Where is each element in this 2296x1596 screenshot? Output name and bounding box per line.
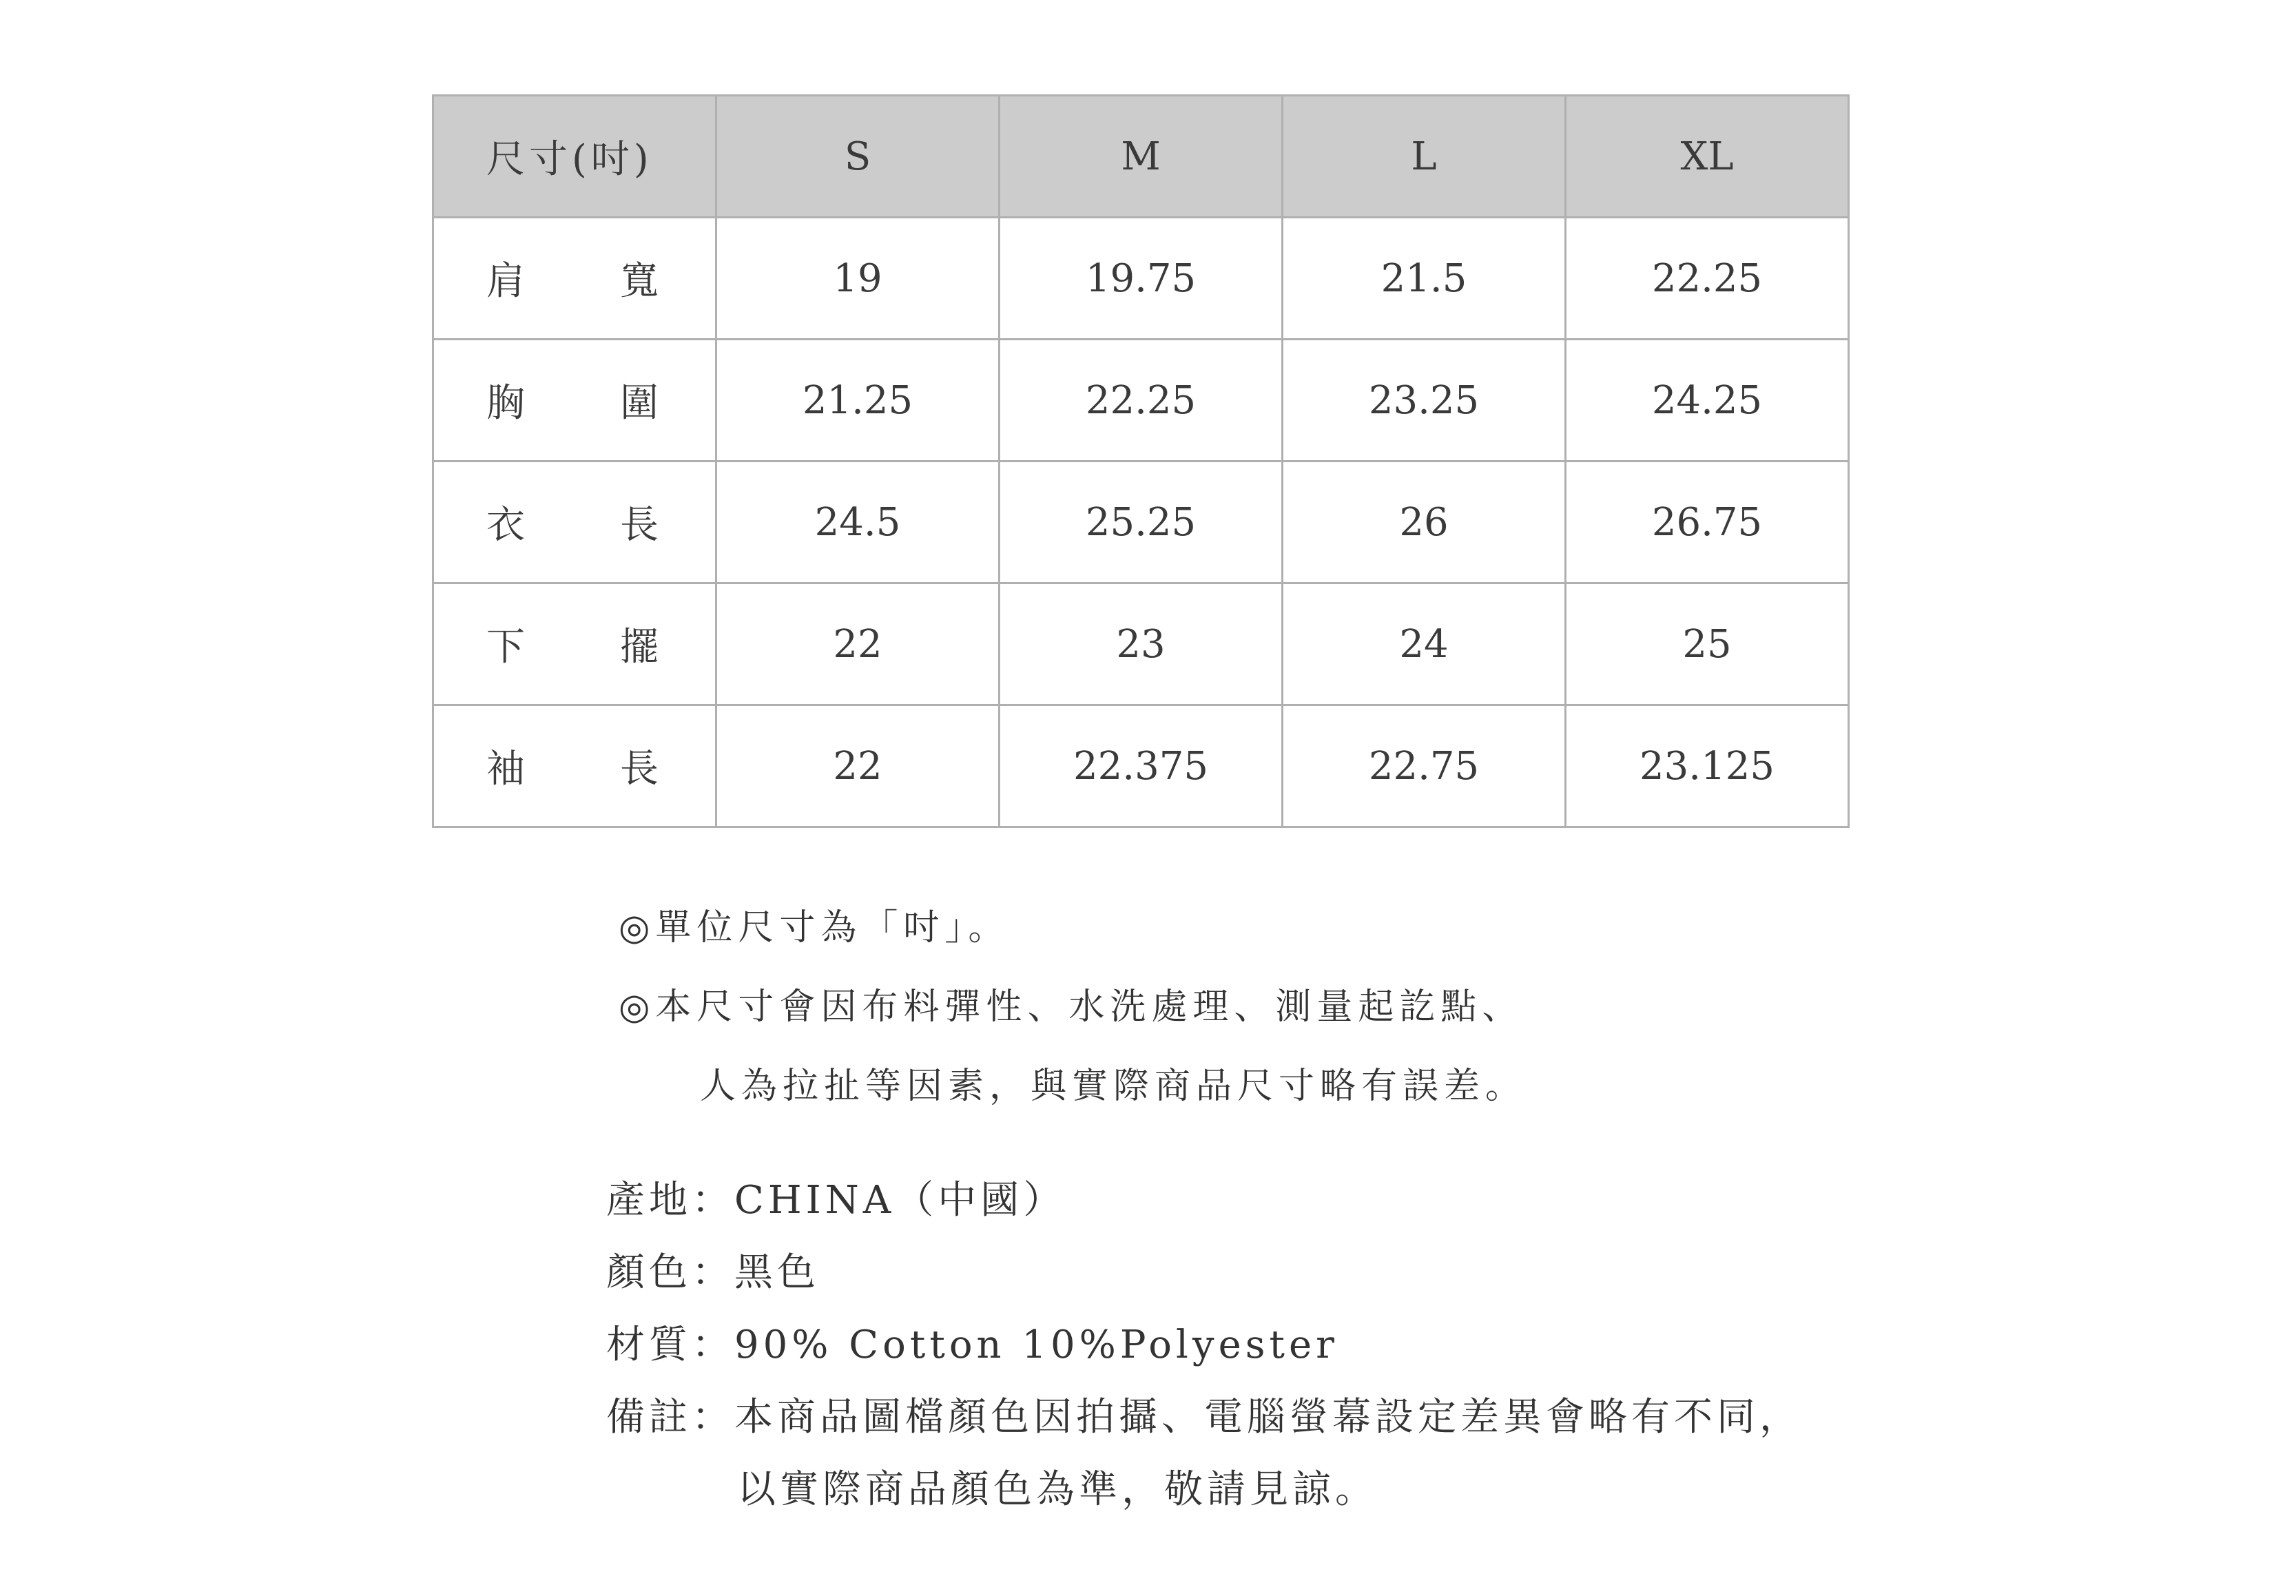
info-remark [606,1381,1802,1453]
row-label-char: 寬 [620,259,663,304]
info-color [606,1236,1802,1309]
info-material [606,1309,1802,1381]
origin-label: 產地： [606,1178,734,1223]
row-label-char: 長 [620,747,663,791]
table-cell: 22.25 [1566,218,1849,340]
row-label-char: 擺 [620,625,663,670]
table-cell: 22.25 [1000,340,1283,462]
note-tolerance: ◎本尺寸會因布料彈性、水洗處理、測量起訖點、 [619,986,1524,1028]
table-cell: 21.25 [716,340,1000,462]
header-size-l: L [1283,96,1566,218]
row-label [433,340,716,462]
size-chart-table [432,94,1850,828]
row-label-char: 衣 [486,503,529,548]
table-cell: 26 [1283,462,1566,583]
row-label-char: 長 [620,503,663,548]
row-label [433,705,716,827]
table-cell: 23.25 [1283,340,1566,462]
origin-value: CHINA（中國） [734,1178,1066,1223]
row-label [433,218,716,340]
table-cell: 25.25 [1000,462,1283,583]
table-row [433,340,1849,462]
table-cell: 23.125 [1566,705,1849,827]
remark-continuation: 以實際商品顏色為準，敬請見諒。 [737,1467,1378,1512]
table-row [433,218,1849,340]
row-label-char: 肩 [486,259,529,304]
header-size-xl: XL [1566,96,1849,218]
material-value: 90% Cotton 10%Polyester [734,1323,1338,1367]
header-size-s: S [716,96,1000,218]
row-label [433,462,716,583]
row-label-char: 胸 [486,381,529,426]
table-cell: 21.5 [1283,218,1566,340]
info-origin [606,1164,1802,1236]
table-cell: 24.25 [1566,340,1849,462]
table-cell: 19.75 [1000,218,1283,340]
row-label-char: 圍 [620,381,663,426]
table-cell: 22.75 [1283,705,1566,827]
header-size-m: M [1000,96,1283,218]
remark-value: 本商品圖檔顏色因拍攝、電腦螢幕設定差異會略有不同， [734,1395,1802,1440]
table-row [433,462,1849,583]
material-label: 材質： [606,1323,734,1367]
table-cell: 25 [1566,583,1849,705]
note-tolerance-cont: 人為拉扯等因素，與實際商品尺寸略有誤差。 [700,1066,1527,1107]
size-notes [619,889,1527,1126]
row-label-char: 下 [486,625,529,670]
row-label [433,583,716,705]
row-label-char: 袖 [486,747,529,791]
table-cell: 22 [716,583,1000,705]
table-row [433,583,1849,705]
remark-label: 備註： [606,1395,734,1440]
header-size-unit: 尺寸(吋) [433,96,716,218]
table-cell: 23 [1000,583,1283,705]
color-label: 顏色： [606,1250,734,1295]
table-cell: 19 [716,218,1000,340]
color-value: 黑色 [734,1250,820,1295]
note-unit: ◎單位尺寸為「吋」。 [619,907,1010,949]
table-row [433,705,1849,827]
product-info [606,1164,1802,1526]
table-cell: 22 [716,705,1000,827]
table-cell: 24 [1283,583,1566,705]
table-cell: 24.5 [716,462,1000,583]
table-cell: 22.375 [1000,705,1283,827]
size-header-row [433,96,1849,218]
table-cell: 26.75 [1566,462,1849,583]
